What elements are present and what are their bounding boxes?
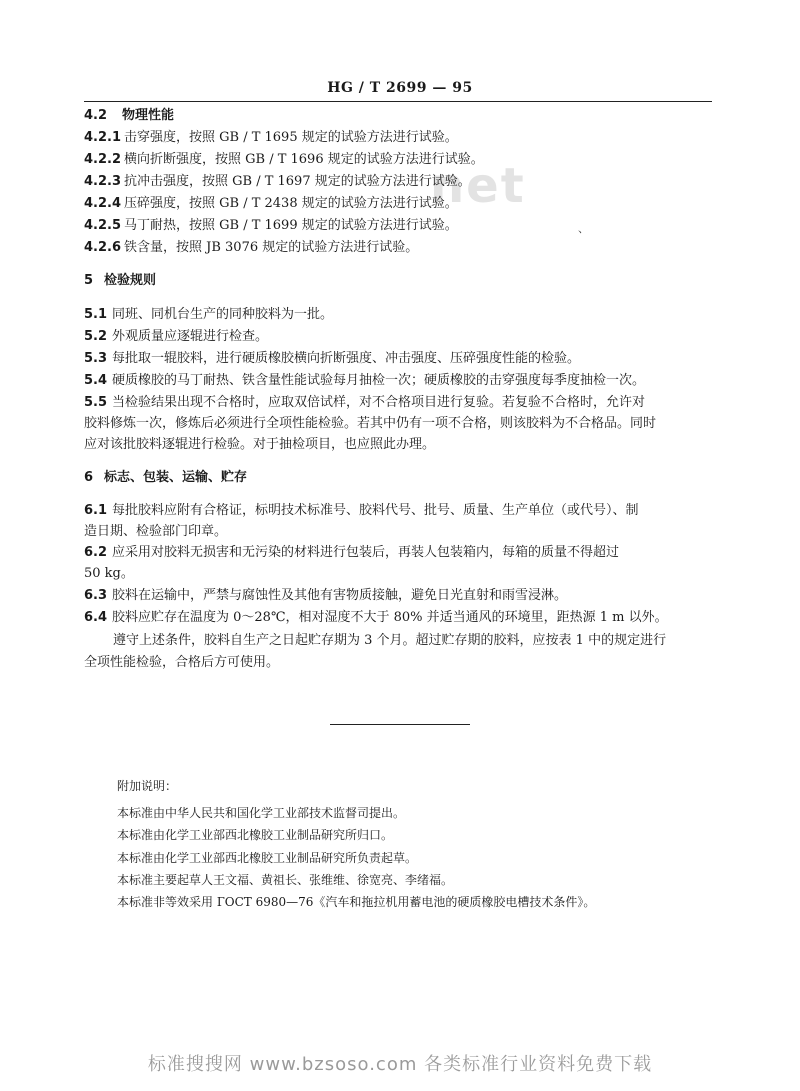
clause-5-1 <box>84 307 333 323</box>
clause-number: 5.4 <box>84 373 108 388</box>
clause-text: 击穿强度，按照 GB / T 1695 规定的试验方法进行试验。 <box>124 130 458 145</box>
clause-text: 外观质量应逐辊进行检查。 <box>112 329 269 344</box>
note-line: 本标准由化学工业部西北橡胶工业制品研究所归口。 <box>117 828 394 842</box>
section-5-heading <box>84 273 156 289</box>
clause-5-5-continued: 应对该批胶料逐辊进行检验。对于抽检项目，也应照此办理。 <box>84 437 436 452</box>
clause-number: 5.2 <box>84 329 108 344</box>
clause-number: 6.2 <box>84 545 108 560</box>
section-number: 6 <box>84 470 94 485</box>
clause-6-4-continued: 遵守上述条件，胶料自生产之日起贮存期为 3 个月。超过贮存期的胶料，应按表 1 中的规定进行 <box>113 633 667 648</box>
note-line: 本标准非等效采用 ГОСТ 6980—76《汽车和拖拉机用蓄电池的硬质橡胶电槽技术条件》。 <box>117 895 596 909</box>
clause-5-2 <box>84 329 268 345</box>
clause-6-4 <box>84 610 668 626</box>
clause-4-2-6 <box>84 240 418 256</box>
clause-5-3 <box>84 351 580 367</box>
header-rule <box>84 101 712 102</box>
clause-5-4 <box>84 373 645 389</box>
clause-4-2-2 <box>84 152 484 168</box>
clause-number: 4.2.1 <box>84 130 122 145</box>
clause-text: 硬质橡胶的马丁耐热、铁含量性能试验每月抽检一次；硬质橡胶的击穿强度每季度抽检一次。 <box>112 373 646 388</box>
end-divider <box>330 724 470 725</box>
section-number: 4.2 <box>84 108 108 123</box>
clause-text: 胶料应贮存在温度为 0～28℃，相对湿度不大于 80% 并适当通风的环境里，距热源 1 m 以外。 <box>112 610 668 625</box>
clause-4-2-4 <box>84 196 458 212</box>
section-title: 检验规则 <box>104 273 157 288</box>
clause-number: 5.5 <box>84 395 108 410</box>
clause-6-2-continued: 50 kg。 <box>84 566 134 581</box>
clause-number: 6.1 <box>84 503 108 518</box>
site-footer-banner: 标准搜搜网 www.bzsoso.com 各类标准行业资料免费下载 <box>147 1054 653 1075</box>
section-title: 物理性能 <box>122 108 175 123</box>
clause-6-2 <box>84 545 619 561</box>
section-title: 标志、包装、运输、贮存 <box>104 470 248 485</box>
clause-text: 每批胶料应附有合格证，标明技术标准号、胶料代号、批号、质量、生产单位（或代号）、制 <box>112 503 639 518</box>
note-line: 本标准主要起草人王文福、黄祖长、张维维、徐宽亮、李绪福。 <box>117 873 454 887</box>
clause-text: 应采用对胶料无损害和无污染的材料进行包装后，再装人包装箱内，每箱的质量不得超过 <box>112 545 620 560</box>
clause-4-2-5 <box>84 218 458 234</box>
clause-number: 5.3 <box>84 351 108 366</box>
section-4-2-heading <box>84 108 174 124</box>
clause-6-4-continued: 全项性能检验，合格后方可使用。 <box>84 655 280 670</box>
notes-title: 附加说明： <box>117 779 178 793</box>
clause-number: 4.2.2 <box>84 152 122 167</box>
section-6-heading <box>84 470 247 486</box>
clause-number: 6.3 <box>84 588 108 603</box>
clause-text: 同班、同机台生产的同种胶料为一批。 <box>112 307 334 322</box>
clause-text: 抗冲击强度，按照 GB / T 1697 规定的试验方法进行试验。 <box>124 174 471 189</box>
standard-code-header: HG / T 2699 — 95 <box>327 80 473 96</box>
note-line: 本标准由化学工业部西北橡胶工业制品研究所负责起草。 <box>117 851 418 865</box>
clause-4-2-1 <box>84 130 458 146</box>
clause-number: 4.2.5 <box>84 218 122 233</box>
clause-4-2-3 <box>84 174 471 190</box>
clause-text: 胶料在运输中，严禁与腐蚀性及其他有害物质接触，避免日光直射和雨雪浸淋。 <box>112 588 568 603</box>
watermark: net <box>430 158 526 214</box>
section-number: 5 <box>84 273 94 288</box>
note-line: 本标准由中华人民共和国化学工业部技术监督司提出。 <box>117 806 406 820</box>
clause-5-5-continued: 胶料修炼一次，修炼后必须进行全项性能检验。若其中仍有一项不合格，则该胶料为不合格品。同时 <box>84 416 657 431</box>
clause-number: 5.1 <box>84 307 108 322</box>
clause-text: 当检验结果出现不合格时，应取双倍试样，对不合格项目进行复验。若复验不合格时，允许对 <box>112 395 646 410</box>
clause-text: 每批取一辊胶料，进行硬质橡胶横向折断强度、冲击强度、压碎强度性能的检验。 <box>112 351 581 366</box>
stray-mark-icon: 、 <box>578 222 589 235</box>
clause-number: 4.2.6 <box>84 240 122 255</box>
clause-number: 4.2.3 <box>84 174 122 189</box>
clause-text: 压碎强度，按照 GB / T 2438 规定的试验方法进行试验。 <box>124 196 458 211</box>
clause-6-3 <box>84 588 567 604</box>
clause-6-1 <box>84 503 639 519</box>
clause-6-1-continued: 造日期、检验部门印章。 <box>84 524 228 539</box>
clause-text: 铁含量，按照 JB 3076 规定的试验方法进行试验。 <box>124 240 419 255</box>
clause-number: 4.2.4 <box>84 196 122 211</box>
clause-5-5 <box>84 395 645 411</box>
clause-text: 马丁耐热，按照 GB / T 1699 规定的试验方法进行试验。 <box>124 218 458 233</box>
clause-number: 6.4 <box>84 610 108 625</box>
clause-text: 横向折断强度，按照 GB / T 1696 规定的试验方法进行试验。 <box>124 152 484 167</box>
